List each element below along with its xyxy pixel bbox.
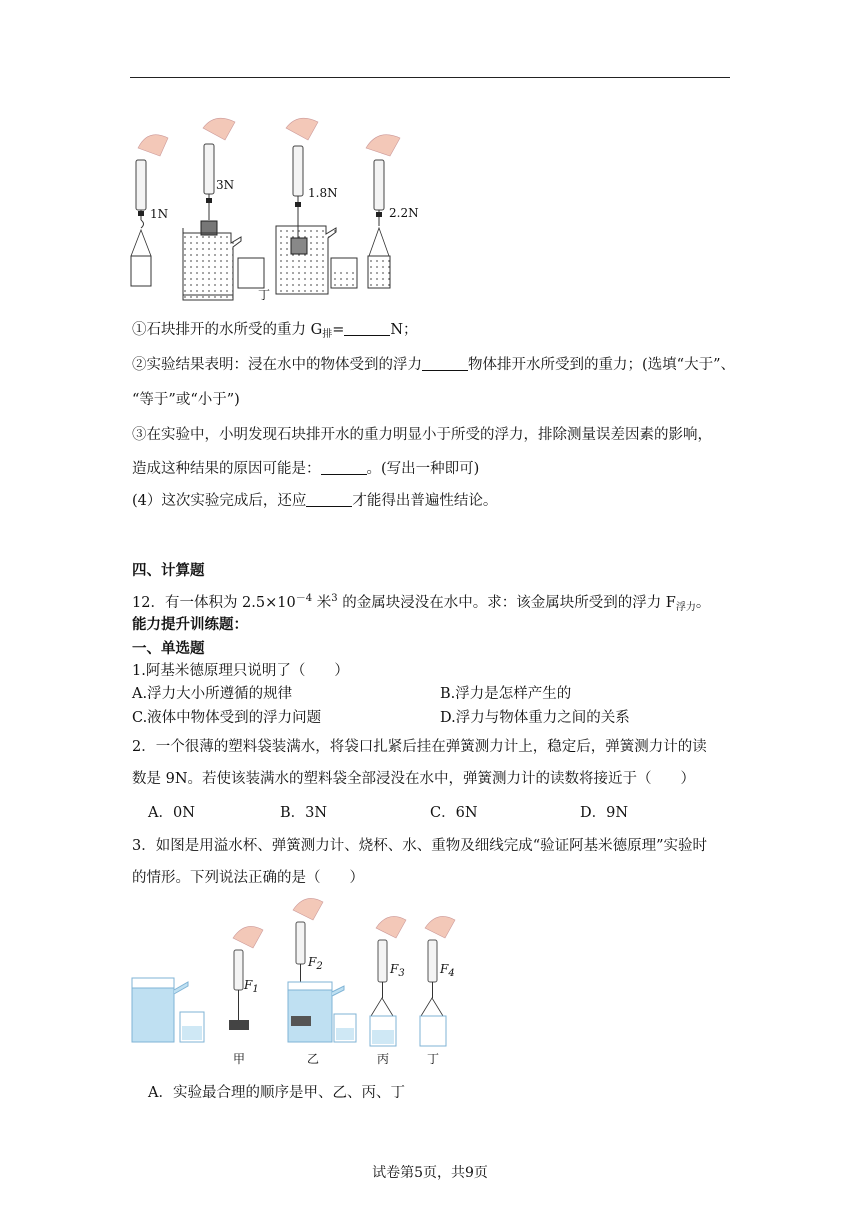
header-rule — [130, 77, 730, 78]
ability-q2-option-a[interactable]: A．0N — [148, 805, 195, 821]
spring-scale-3 — [276, 118, 357, 294]
ability-q3-line2: 的情形。下列说法正确的是（ ） — [132, 870, 364, 886]
ability-heading: 能力提升训练题： — [132, 616, 248, 633]
answer-blank[interactable] — [321, 460, 367, 475]
ability-q1-option-d[interactable]: D.浮力与物体重力之间的关系 — [440, 710, 630, 726]
figure-archimedes-experiment-2 — [128, 898, 468, 1060]
exp-question-2-cont: “等于”或“小于”) — [132, 392, 240, 408]
reading-1: 1N — [150, 207, 169, 221]
page-footer: 试卷第5页，共9页 — [372, 1165, 488, 1181]
exp-question-1: ①石块排开的水所受的重力 $G_排= N$； — [132, 322, 418, 340]
exp-question-3: ③在实验中，小明发现石块排开水的重力明显小于所受的浮力，排除测量误差因素的影响， — [132, 427, 712, 443]
fig2-label-ding: 丁 — [427, 1052, 440, 1066]
reading-2: 3N — [216, 178, 235, 192]
ability-q1-option-b[interactable]: B.浮力是怎样产生的 — [440, 686, 572, 702]
ability-q2-option-c[interactable]: C．6N — [430, 805, 478, 821]
ability-q2-line2: 数是 9N。若使该装满水的塑料袋全部浸没在水中，弹簧测力计的读数将接近于（ ） — [132, 771, 696, 787]
force-label-f4: $F_4$ — [440, 962, 455, 979]
ability-q2-option-b[interactable]: B．3N — [280, 805, 328, 821]
label-ding-1: 丁 — [258, 288, 271, 302]
exp-question-2: ②实验结果表明：浸在水中的物体受到的浮力 物体排开水所受到的重力；(选填“大于”、 — [132, 357, 735, 373]
reading-4: 2.2N — [389, 206, 419, 220]
ability-q3-line1: 3．如图是用溢水杯、弹簧测力计、烧杯、水、重物及细线完成“验证阿基米德原理”实验时 — [132, 838, 708, 854]
question-12: 12．有一体积为 $2.5\times 10^{-4}$ 米$^3$ 的金属块浸没在水中。求：该金属块所受到的浮力 $F_{浮力}$。 — [132, 593, 711, 613]
answer-blank[interactable] — [306, 492, 352, 507]
figure-buoyancy-experiment-1 — [128, 108, 428, 303]
force-label-f2: $F_2$ — [308, 955, 323, 972]
fig2-label-jia: 甲 — [233, 1052, 246, 1066]
ability-q1-option-a[interactable]: A.浮力大小所遵循的规律 — [132, 686, 293, 702]
section-heading-calc: 四、计算题 — [132, 562, 205, 579]
answer-blank[interactable] — [422, 356, 468, 371]
fig2-label-yi: 乙 — [307, 1052, 320, 1066]
force-label-f1: $F_1$ — [244, 978, 259, 995]
force-label-f3: $F_3$ — [390, 962, 405, 979]
exp-question-4: (4）这次实验完成后，还应 才能得出普遍性结论。 — [132, 493, 498, 509]
reading-3: 1.8N — [308, 186, 338, 200]
single-choice-heading: 一、单选题 — [132, 640, 205, 657]
fig2-label-bing: 丙 — [377, 1052, 390, 1066]
ability-q2-option-d[interactable]: D．9N — [580, 805, 629, 821]
answer-blank[interactable] — [344, 321, 390, 336]
ability-q1-option-c[interactable]: C.液体中物体受到的浮力问题 — [132, 710, 322, 726]
ability-q2-line1: 2．一个很薄的塑料袋装满水，将袋口扎紧后挂在弹簧测力计上，稳定后，弹簧测力计的读 — [132, 739, 707, 755]
ability-q1-stem: 1.阿基米德原理只说明了（ ） — [132, 663, 349, 679]
exp-question-3-cont: 造成这种结果的原因可能是： 。(写出一种即可) — [132, 461, 480, 477]
spring-scale-2 — [183, 118, 264, 300]
ability-q3-option-a[interactable]: A．实验最合理的顺序是甲、乙、丙、丁 — [148, 1085, 405, 1101]
